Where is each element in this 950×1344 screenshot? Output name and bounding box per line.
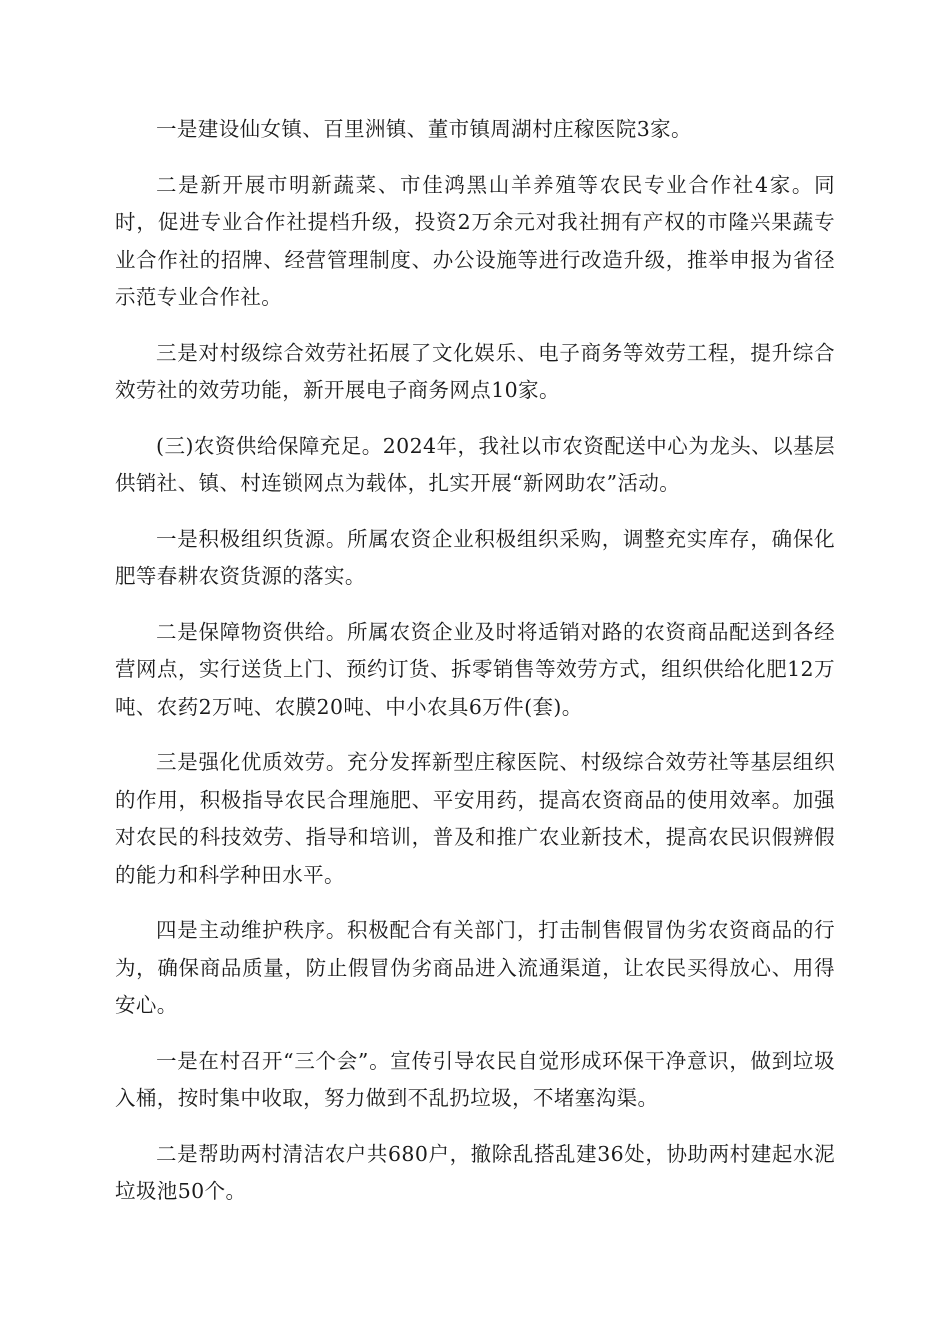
paragraph-5: 一是积极组织货源。所属农资企业积极组织采购，调整充实库存，确保化肥等春耕农资货源的落实。 <box>115 526 835 588</box>
paragraph-1: 一是建设仙女镇、百里洲镇、董市镇周湖村庄稼医院3家。 <box>156 117 692 141</box>
document-body <box>115 111 835 1229</box>
paragraph-3: 三是对村级综合效劳社拓展了文化娱乐、电子商务等效劳工程，提升综合效劳社的效劳功能，新开展电子商务网点10家。 <box>115 340 835 402</box>
paragraph-4: (三)农资供给保障充足。2024年，我社以市农资配送中心为龙头、以基层供销社、镇、村连锁网点为载体，扎实开展“新网助农”活动。 <box>115 433 835 495</box>
paragraph-2: 二是新开展市明新蔬菜、市佳鸿黑山羊养殖等农民专业合作社4家。同时，促进专业合作社提档升级，投资2万余元对我社拥有产权的市隆兴果蔬专业合作社的招牌、经营管理制度、办公设施等进行改造升级，推举申报为省径示范专业合作社。 <box>115 172 835 309</box>
paragraph-8: 四是主动维护秩序。积极配合有关部门，打击制售假冒伪劣农资商品的行为，确保商品质量，防止假冒伪劣商品进入流通渠道，让农民买得放心、用得安心。 <box>115 918 835 1017</box>
paragraph-10: 二是帮助两村清洁农户共680户，撤除乱搭乱建36处，协助两村建起水泥垃圾池50个。 <box>115 1141 835 1203</box>
paragraph-6: 二是保障物资供给。所属农资企业及时将适销对路的农资商品配送到各经营网点，实行送货上门、预约订货、拆零销售等效劳方式，组织供给化肥12万吨、农药2万吨、农膜20吨、中小农具6万件(套)。 <box>115 619 835 719</box>
paragraph-7: 三是强化优质效劳。充分发挥新型庄稼医院、村级综合效劳社等基层组织的作用，积极指导农民合理施肥、平安用药，提高农资商品的使用效率。加强对农民的科技效劳、指导和培训，普及和推广农业新技术，提高农民识假辨假的能力和科学种田水平。 <box>115 750 835 887</box>
paragraph-9: 一是在村召开“三个会”。宣传引导农民自觉形成环保干净意识，做到垃圾入桶，按时集中收取，努力做到不乱扔垃圾，不堵塞沟渠。 <box>115 1048 835 1110</box>
